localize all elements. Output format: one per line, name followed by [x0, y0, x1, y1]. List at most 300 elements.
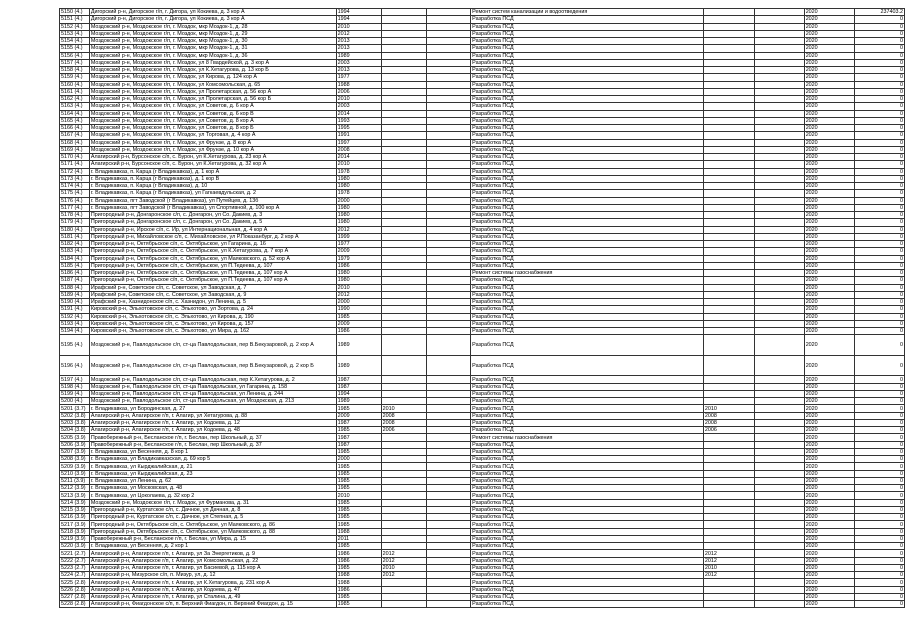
year-c-cell [703, 96, 754, 103]
year-built-cell: 2013 [336, 45, 381, 52]
year-a-cell [381, 535, 426, 542]
year-c-cell: 2008 [703, 412, 754, 419]
cost-cell: 0 [855, 175, 905, 182]
year-b-cell [426, 248, 470, 255]
work-type-cell: Разработка ПСД [471, 175, 704, 182]
work-type-cell: Разработка ПСД [471, 38, 704, 45]
address-cell: Моздокский р-н, Моздокское г/п, г. Моздок, ул Комсомольская, д. 65 [89, 81, 336, 88]
cost-cell: 0 [855, 154, 905, 161]
plan-year-cell: 2020 [804, 175, 855, 182]
year-b-cell [426, 110, 470, 117]
row-number-cell: 5183 (4.) [60, 248, 90, 255]
row-number-cell: 5226 (2.8) [60, 586, 90, 593]
plan-year-cell: 2020 [804, 146, 855, 153]
year-built-cell: 1985 [336, 564, 381, 571]
plan-year-cell: 2020 [804, 139, 855, 146]
year-b-cell [426, 262, 470, 269]
cost-cell: 0 [855, 463, 905, 470]
year-a-cell [381, 448, 426, 455]
plan-year-cell: 2020 [804, 328, 855, 335]
table-row [60, 506, 905, 513]
cost-cell: 0 [855, 376, 905, 383]
cost-cell: 0 [855, 335, 905, 356]
year-b-cell [426, 219, 470, 226]
table-row [60, 212, 905, 219]
plan-year-cell: 2020 [804, 226, 855, 233]
year-c-cell [703, 161, 754, 168]
table-row [60, 52, 905, 59]
plan-year-cell: 2020 [804, 405, 855, 412]
row-number-cell: 5167 (4.) [60, 132, 90, 139]
plan-year-cell: 2020 [804, 499, 855, 506]
address-cell: Моздокский р-н, Моздокское г/п, г. Моздок, ул Советов, д. 6 кор В [89, 110, 336, 117]
year-d-cell [754, 146, 804, 153]
year-built-cell: 1985 [336, 477, 381, 484]
table-row [60, 328, 905, 335]
year-built-cell: 1997 [336, 139, 381, 146]
year-built-cell: 2010 [336, 23, 381, 30]
year-a-cell: 2008 [381, 419, 426, 426]
year-d-cell [754, 74, 804, 81]
row-number-cell: 5228 (2.8) [60, 601, 90, 608]
work-type-cell: Разработка ПСД [471, 492, 704, 499]
work-type-cell: Разработка ПСД [471, 419, 704, 426]
year-c-cell [703, 521, 754, 528]
year-b-cell [426, 448, 470, 455]
work-type-cell: Разработка ПСД [471, 586, 704, 593]
year-b-cell [426, 601, 470, 608]
year-b-cell [426, 572, 470, 579]
year-built-cell: 1994 [336, 9, 381, 16]
table-row [60, 183, 905, 190]
address-cell: Моздокский р-н, Моздокское г/п, г. Моздок, мкр Моздок-1, д. 36 [89, 52, 336, 59]
address-cell: г. Владикавказ, п. Карца (г Владикавказ), д. 1 кор В [89, 175, 336, 182]
work-type-cell: Разработка ПСД [471, 233, 704, 240]
work-type-cell: Разработка ПСД [471, 313, 704, 320]
plan-year-cell: 2020 [804, 441, 855, 448]
cost-cell: 0 [855, 535, 905, 542]
address-cell: г. Владикавказ, ул Московская, д. 48 [89, 485, 336, 492]
year-d-cell [754, 514, 804, 521]
year-b-cell [426, 190, 470, 197]
work-type-cell: Разработка ПСД [471, 427, 704, 434]
cost-cell: 0 [855, 550, 905, 557]
year-d-cell [754, 543, 804, 550]
year-b-cell [426, 412, 470, 419]
address-cell: Пригородный р-н, Октябрьское с/п, с. Октябрьское, ул Маяковского, д. 52 кор А [89, 255, 336, 262]
work-type-cell: Разработка ПСД [471, 132, 704, 139]
year-built-cell: 1979 [336, 255, 381, 262]
year-built-cell: 1985 [336, 593, 381, 600]
plan-year-cell: 2020 [804, 154, 855, 161]
year-c-cell [703, 535, 754, 542]
row-number-cell: 5184 (4.) [60, 255, 90, 262]
address-cell: Моздокский р-н, Моздокское г/п, г. Моздок, мкр Моздок-1, д. 29 [89, 30, 336, 37]
year-d-cell [754, 255, 804, 262]
work-type-cell: Разработка ПСД [471, 463, 704, 470]
table-row [60, 277, 905, 284]
address-cell: Пригородный р-н, Октябрьское с/п, с. Октябрьское, ул П.Тедеева, д. 107 кор А [89, 270, 336, 277]
year-a-cell [381, 146, 426, 153]
plan-year-cell: 2020 [804, 9, 855, 16]
year-built-cell: 1980 [336, 277, 381, 284]
year-c-cell [703, 248, 754, 255]
plan-year-cell: 2020 [804, 161, 855, 168]
year-b-cell [426, 506, 470, 513]
row-number-cell: 5181 (4.) [60, 233, 90, 240]
work-type-cell: Ремонт систем канализации и водоотведения [471, 9, 704, 16]
year-built-cell: 2000 [336, 299, 381, 306]
plan-year-cell: 2020 [804, 110, 855, 117]
address-cell: г. Владикавказ, пгт Заводской (г Владикавказ), ул Путейцев, д. 13б [89, 197, 336, 204]
row-number-cell: 5205 (3.9) [60, 434, 90, 441]
address-cell: Моздокский р-н, Моздокское г/п, г. Моздок, ул Кирова, д. 124 кор А [89, 74, 336, 81]
plan-year-cell: 2020 [804, 434, 855, 441]
year-a-cell [381, 335, 426, 356]
work-type-cell: Разработка ПСД [471, 16, 704, 23]
work-type-cell: Разработка ПСД [471, 212, 704, 219]
year-a-cell [381, 434, 426, 441]
work-type-cell: Разработка ПСД [471, 543, 704, 550]
address-cell: Моздокский р-н, Павлодольское с/п, ст-ца Павлодольская, пер В.Бекузаровой, д. 2 кор Б [89, 355, 336, 376]
address-cell: Моздокский р-н, Павлодольское с/п, ст-ца Павлодольская, ул Гагарина, д. 158 [89, 383, 336, 390]
row-number-cell: 5221 (2.7) [60, 550, 90, 557]
work-type-cell: Разработка ПСД [471, 376, 704, 383]
table-row [60, 110, 905, 117]
year-d-cell [754, 572, 804, 579]
row-number-cell: 5174 (4.) [60, 183, 90, 190]
cost-cell: 0 [855, 255, 905, 262]
row-number-cell: 5153 (4.) [60, 30, 90, 37]
work-type-cell: Разработка ПСД [471, 557, 704, 564]
year-c-cell [703, 190, 754, 197]
table-row [60, 255, 905, 262]
year-d-cell [754, 412, 804, 419]
year-a-cell [381, 96, 426, 103]
address-cell: Пригородный р-н, Донгаронское с/п, с. Донгарон, ул Со. Дакиев, д. 5 [89, 219, 336, 226]
row-number-cell: 5158 (4.) [60, 67, 90, 74]
cost-cell: 0 [855, 579, 905, 586]
table-row [60, 335, 905, 356]
cost-cell: 0 [855, 146, 905, 153]
cost-cell: 0 [855, 197, 905, 204]
year-c-cell [703, 601, 754, 608]
address-cell: Алагирский р-н, Алагирское г/п, г. Алагир, ул За Энергетиков, д. 9 [89, 550, 336, 557]
plan-year-cell: 2020 [804, 125, 855, 132]
plan-year-cell: 2020 [804, 335, 855, 356]
row-number-cell: 5155 (4.) [60, 45, 90, 52]
year-b-cell [426, 277, 470, 284]
work-type-cell: Разработка ПСД [471, 456, 704, 463]
table-row [60, 521, 905, 528]
year-a-cell: 2008 [381, 412, 426, 419]
row-number-cell: 5170 (4.) [60, 154, 90, 161]
address-cell: Пригородный р-н, Ирское с/п, с. Ир, ул Интернациональная, д. 4 кор А [89, 226, 336, 233]
year-b-cell [426, 528, 470, 535]
year-d-cell [754, 328, 804, 335]
year-d-cell [754, 125, 804, 132]
address-cell: Моздокский р-н, Моздокское г/п, г. Моздок, ул Торговая, д. 4 кор А [89, 132, 336, 139]
row-number-cell: 5177 (4.) [60, 204, 90, 211]
year-a-cell [381, 175, 426, 182]
work-type-cell: Разработка ПСД [471, 226, 704, 233]
work-type-cell: Разработка ПСД [471, 299, 704, 306]
work-type-cell: Разработка ПСД [471, 601, 704, 608]
row-number-cell: 5225 (2.8) [60, 579, 90, 586]
work-type-cell: Разработка ПСД [471, 506, 704, 513]
year-b-cell [426, 485, 470, 492]
address-cell: г. Владикавказ, п. Карца (г Владикавказ), ул Гагкаевдульская, д. 2 [89, 190, 336, 197]
work-type-cell: Разработка ПСД [471, 255, 704, 262]
work-type-cell: Разработка ПСД [471, 146, 704, 153]
plan-year-cell: 2020 [804, 30, 855, 37]
plan-year-cell: 2020 [804, 521, 855, 528]
year-b-cell [426, 125, 470, 132]
year-c-cell [703, 67, 754, 74]
year-c-cell: 2010 [703, 405, 754, 412]
work-type-cell: Разработка ПСД [471, 154, 704, 161]
row-number-cell: 5196 (4.) [60, 355, 90, 376]
row-number-cell: 5171 (4.) [60, 161, 90, 168]
year-b-cell [426, 81, 470, 88]
year-built-cell: 1980 [336, 183, 381, 190]
cost-cell: 0 [855, 96, 905, 103]
year-a-cell [381, 528, 426, 535]
table-row [60, 427, 905, 434]
work-type-cell: Разработка ПСД [471, 355, 704, 376]
cost-cell: 0 [855, 88, 905, 95]
plan-year-cell: 2020 [804, 477, 855, 484]
table-row [60, 9, 905, 16]
year-c-cell [703, 291, 754, 298]
row-number-cell: 5192 (4.) [60, 313, 90, 320]
year-d-cell [754, 262, 804, 269]
year-d-cell [754, 434, 804, 441]
cost-cell: 0 [855, 313, 905, 320]
year-b-cell [426, 74, 470, 81]
year-d-cell [754, 456, 804, 463]
year-a-cell [381, 543, 426, 550]
address-cell: Алагирский р-н, Алагирское г/п, г. Алагир, ул Кодоева, д. 48 [89, 427, 336, 434]
year-b-cell [426, 270, 470, 277]
year-a-cell [381, 262, 426, 269]
cost-cell: 0 [855, 45, 905, 52]
year-c-cell [703, 139, 754, 146]
address-cell: Правобережный р-н, Бесланское г/п, г. Беслан, ул Мира, д. 15 [89, 535, 336, 542]
year-built-cell: 1999 [336, 233, 381, 240]
work-type-cell: Разработка ПСД [471, 81, 704, 88]
plan-year-cell: 2020 [804, 398, 855, 405]
year-a-cell [381, 579, 426, 586]
address-cell: Моздокский р-н, Моздокское г/п, г. Моздок, ул Советов, д. 6 кор А [89, 103, 336, 110]
row-number-cell: 5201 (3.7) [60, 405, 90, 412]
year-built-cell: 1985 [336, 470, 381, 477]
plan-year-cell: 2020 [804, 204, 855, 211]
row-number-cell: 5202 (3.8) [60, 412, 90, 419]
year-a-cell [381, 320, 426, 327]
address-cell: Алагирский р-н, Алагирское г/п, г. Алагир, ул Басиевой, д. 115 кор А [89, 564, 336, 571]
year-d-cell [754, 38, 804, 45]
work-type-cell: Разработка ПСД [471, 262, 704, 269]
table-row [60, 117, 905, 124]
year-built-cell: 2012 [336, 226, 381, 233]
table-row [60, 96, 905, 103]
plan-year-cell: 2020 [804, 535, 855, 542]
year-b-cell [426, 535, 470, 542]
year-c-cell [703, 168, 754, 175]
year-built-cell: 1985 [336, 427, 381, 434]
year-b-cell [426, 291, 470, 298]
year-a-cell: 2012 [381, 550, 426, 557]
table-row [60, 543, 905, 550]
year-a-cell [381, 506, 426, 513]
work-type-cell: Разработка ПСД [471, 441, 704, 448]
year-a-cell [381, 9, 426, 16]
table-row [60, 226, 905, 233]
year-a-cell: 2006 [381, 427, 426, 434]
year-a-cell [381, 139, 426, 146]
year-c-cell [703, 59, 754, 66]
address-cell: Пригородный р-н, Октябрьское с/п, с. Октябрьское, ул П.Тедеева, д. 107 кор А [89, 277, 336, 284]
address-cell: Пригородный р-н, Михайловское с/п, с. Михайловское, ул Р.Показанбург, д. 2 кор А [89, 233, 336, 240]
plan-year-cell: 2020 [804, 38, 855, 45]
table-row [60, 463, 905, 470]
address-cell: Моздокский р-н, Моздокское г/п, г. Моздок, мкр Моздок-1, д. 28 [89, 23, 336, 30]
work-type-cell: Разработка ПСД [471, 328, 704, 335]
address-cell: Алагирский р-н, Алагирское г/п, г. Алагир, ул Сталина, д. 49 [89, 593, 336, 600]
year-c-cell [703, 226, 754, 233]
year-c-cell [703, 212, 754, 219]
year-a-cell [381, 110, 426, 117]
plan-year-cell: 2020 [804, 132, 855, 139]
year-d-cell [754, 117, 804, 124]
row-number-cell: 5156 (4.) [60, 52, 90, 59]
address-cell: Пригородный р-н, Октябрьское с/п, с. Октябрьское, ул Маяковского, д. 88 [89, 528, 336, 535]
row-number-cell: 5191 (4.) [60, 306, 90, 313]
row-number-cell: 5188 (4.) [60, 284, 90, 291]
plan-year-cell: 2020 [804, 59, 855, 66]
work-type-cell: Разработка ПСД [471, 197, 704, 204]
year-b-cell [426, 154, 470, 161]
year-d-cell [754, 405, 804, 412]
year-c-cell [703, 390, 754, 397]
address-cell: Моздокский р-н, Моздокское г/п, г. Моздок, мкр Моздок-1, д. 31 [89, 45, 336, 52]
cost-cell: 0 [855, 132, 905, 139]
work-type-cell: Разработка ПСД [471, 88, 704, 95]
address-cell: Пригородный р-н, Куртатское с/п, с. Дачное, ул Дачная, д. 8 [89, 506, 336, 513]
work-type-cell: Разработка ПСД [471, 52, 704, 59]
year-a-cell [381, 492, 426, 499]
year-d-cell [754, 335, 804, 356]
cost-cell: 0 [855, 74, 905, 81]
table-row [60, 477, 905, 484]
address-cell: Моздокский р-н, Моздокское г/п, г. Моздок, ул Советов, д. 8 кор А [89, 117, 336, 124]
cost-cell: 0 [855, 52, 905, 59]
cost-cell: 0 [855, 456, 905, 463]
row-number-cell: 5161 (4.) [60, 88, 90, 95]
year-a-cell [381, 306, 426, 313]
year-d-cell [754, 132, 804, 139]
table-row [60, 572, 905, 579]
year-a-cell: 2012 [381, 557, 426, 564]
plan-year-cell: 2020 [804, 219, 855, 226]
table-row [60, 528, 905, 535]
year-built-cell: 1986 [336, 550, 381, 557]
year-built-cell: 2000 [336, 197, 381, 204]
table-row [60, 291, 905, 298]
year-c-cell [703, 45, 754, 52]
year-a-cell [381, 197, 426, 204]
work-type-cell: Разработка ПСД [471, 241, 704, 248]
plan-year-cell: 2020 [804, 284, 855, 291]
plan-year-cell: 2020 [804, 427, 855, 434]
row-number-cell: 5215 (3.9) [60, 506, 90, 513]
address-cell: Ирафский р-н, Советское с/п, с. Советское, ул Заводская, д. 7 [89, 284, 336, 291]
plan-year-cell: 2020 [804, 470, 855, 477]
table-row [60, 45, 905, 52]
year-d-cell [754, 313, 804, 320]
plan-year-cell: 2020 [804, 448, 855, 455]
year-built-cell: 1980 [336, 204, 381, 211]
year-c-cell: 2006 [703, 427, 754, 434]
cost-cell: 0 [855, 405, 905, 412]
work-type-cell: Разработка ПСД [471, 45, 704, 52]
year-b-cell [426, 593, 470, 600]
year-d-cell [754, 448, 804, 455]
year-a-cell [381, 241, 426, 248]
address-cell: г. Владикавказ, ул Бородинская, д. 27 [89, 405, 336, 412]
year-a-cell [381, 355, 426, 376]
work-type-cell: Разработка ПСД [471, 284, 704, 291]
year-d-cell [754, 226, 804, 233]
register-table-body [60, 9, 905, 608]
plan-year-cell: 2020 [804, 543, 855, 550]
year-d-cell [754, 306, 804, 313]
work-type-cell: Разработка ПСД [471, 74, 704, 81]
year-a-cell [381, 255, 426, 262]
row-number-cell: 5164 (4.) [60, 110, 90, 117]
year-b-cell [426, 313, 470, 320]
year-b-cell [426, 398, 470, 405]
cost-cell: 0 [855, 277, 905, 284]
plan-year-cell: 2020 [804, 183, 855, 190]
year-a-cell [381, 376, 426, 383]
year-d-cell [754, 557, 804, 564]
table-row [60, 168, 905, 175]
year-a-cell [381, 30, 426, 37]
address-cell: Моздокский р-н, Павлодольское с/п, ст-ца Павлодольская, пер В.Бекузаровой, д. 2 кор А [89, 335, 336, 356]
year-c-cell [703, 306, 754, 313]
address-cell: Кировский р-н, Эльхотовское с/п, с. Эльхотово, ул Кирова, д. 157 [89, 320, 336, 327]
year-built-cell: 2003 [336, 103, 381, 110]
year-c-cell [703, 74, 754, 81]
year-built-cell: 1980 [336, 212, 381, 219]
year-built-cell: 1987 [336, 376, 381, 383]
year-a-cell [381, 521, 426, 528]
year-c-cell [703, 355, 754, 376]
row-number-cell: 5190 (4.) [60, 299, 90, 306]
row-number-cell: 5199 (4.) [60, 390, 90, 397]
row-number-cell: 5195 (4.) [60, 335, 90, 356]
register-table [59, 8, 905, 608]
year-built-cell: 1988 [336, 81, 381, 88]
year-built-cell: 1994 [336, 16, 381, 23]
address-cell: Моздокский р-н, Моздокское г/п, г. Моздок, ул Советов, д. 8 кор Б [89, 125, 336, 132]
table-row [60, 557, 905, 564]
year-c-cell [703, 506, 754, 513]
year-b-cell [426, 139, 470, 146]
work-type-cell: Разработка ПСД [471, 30, 704, 37]
